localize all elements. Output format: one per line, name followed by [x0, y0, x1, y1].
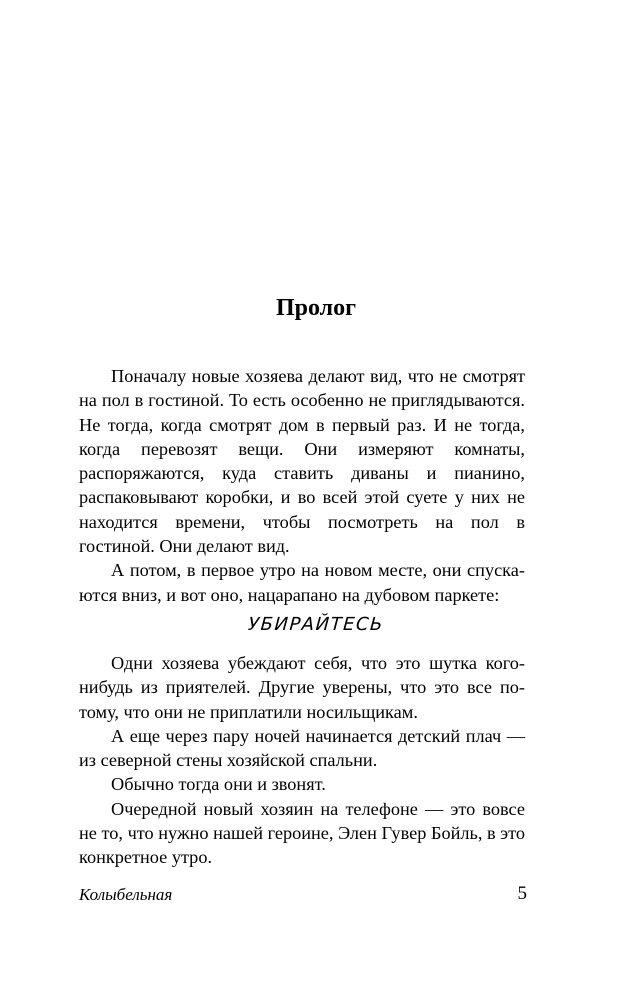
running-footer-title: Колыбельная	[79, 885, 173, 904]
paragraph: А потом, в первое утро на новом месте, они спускаются вниз, и вот оно, нацарапано на дубовом паркете:	[79, 560, 525, 605]
text-block-bottom	[79, 651, 525, 870]
paragraph: Обычно тогда они и звонят.	[111, 774, 326, 795]
paragraph: Очередной новый хозяин на телефоне — это вовсе не то, что нужно нашей героине, Элен Гувер Бойль, в это конкретное утро.	[79, 798, 525, 868]
paragraph: Одни хозяева убеждают себя, что это шутка кого-нибудь из приятелей. Другие уверены, что это все потому, что они не приплатили носильщикам.	[79, 653, 525, 722]
page-number: 5	[517, 883, 527, 904]
scratched-inscription: УБИРАЙТЕСЬ	[247, 614, 385, 635]
chapter-title: Пролог	[275, 295, 357, 321]
text-block-top	[79, 364, 525, 607]
paragraph: Поначалу новые хозяева делают вид, что не смотрят на пол в гостиной. То есть особенно не приглядываются. Не тогда, когда смотрят дом в первый раз. И не тогда, когда перевозят вещи. Они измеряют комнаты, распоряжаются, куда ставить диваны и пианино, распаковывают коробки, и во всей этой суете у них не находится времени, чтобы посмотреть на пол в гостиной. Они делают вид.	[79, 366, 525, 557]
paragraph: А еще через пару ночей начинается детский плач — из северной стены хозяйской спальни.	[79, 725, 525, 771]
